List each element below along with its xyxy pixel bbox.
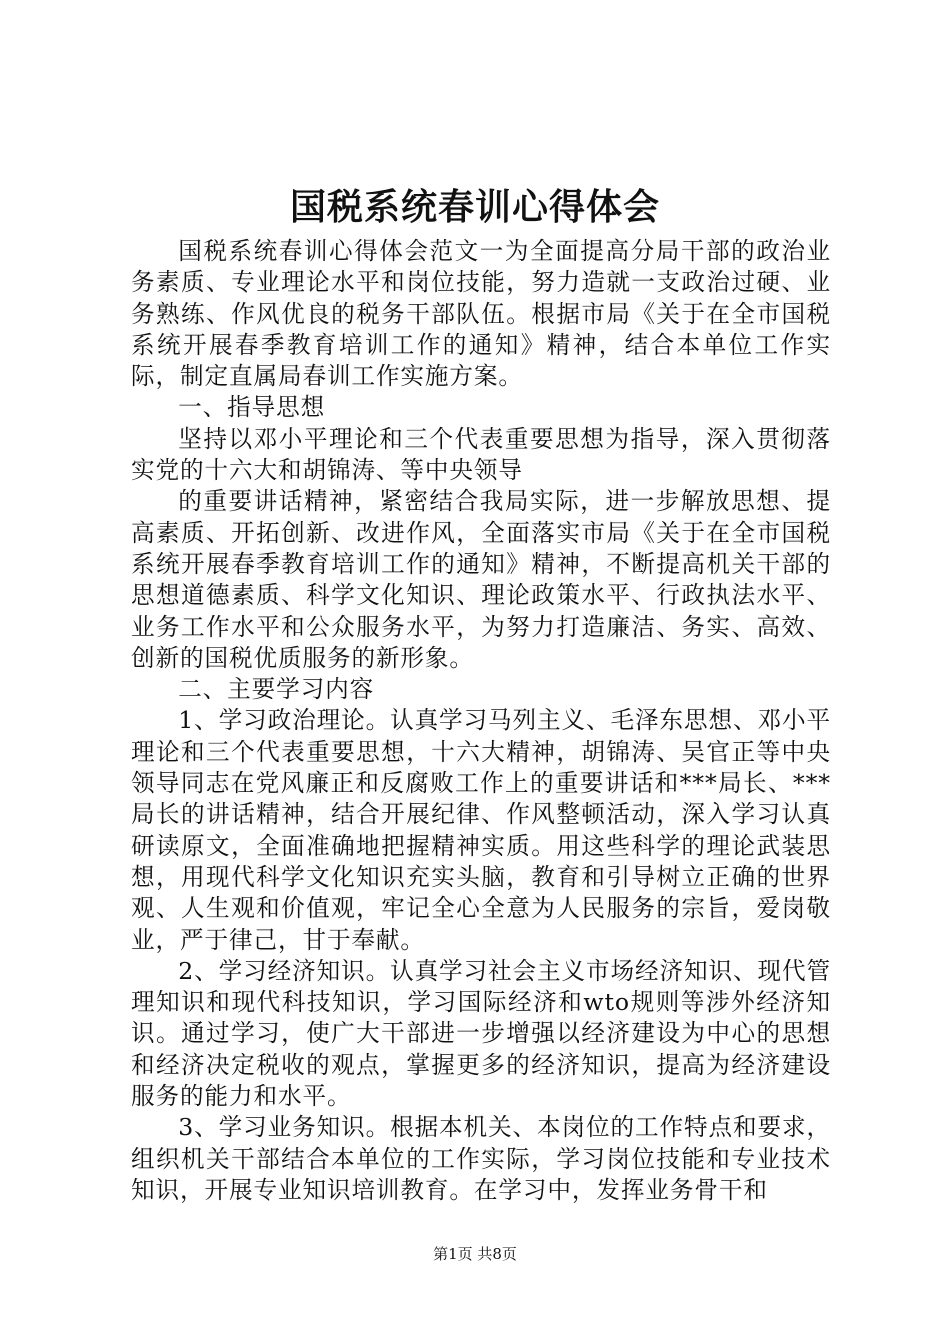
document-body <box>131 236 831 1206</box>
paragraph-intro: 国税系统春训心得体会范文一为全面提高分局干部的政治业务素质、专业理论水平和岗位技能，努力造就一支政治过硬、业务熟练、作风优良的税务干部队伍。根据市局《关于在全市国税系统开展春季教育培训工作的通知》精神，结合本单位工作实际，制定直属局春训工作实施方案。 <box>131 237 831 391</box>
section-heading-guiding-thought: 一、指导思想 <box>178 393 326 422</box>
paragraph-guiding-thought-1: 坚持以邓小平理论和三个代表重要思想为指导，深入贯彻落实党的十六大和胡锦涛、等中央领导 <box>131 424 831 485</box>
paragraph-political-theory: 1、学习政治理论。认真学习马列主义、毛泽东思想、邓小平理论和三个代表重要思想，十六大精神，胡锦涛、吴官正等中央领导同志在党风廉正和反腐败工作上的重要讲话和***局长、***局长的讲话精神，结合开展纪律、作风整顿活动，深入学习认真研读原文，全面准确地把握精神实质。用这些科学的理论武装思想，用现代科学文化知识充实头脑，教育和引导树立正确的世界观、人生观和价值观，牢记全心全意为人民服务的宗旨，爱岗敬业，严于律己，甘于奉献。 <box>131 706 831 954</box>
paragraph-business-knowledge: 3、学习业务知识。根据本机关、本岗位的工作特点和要求，组织机关干部结合本单位的工作实际，学习岗位技能和专业技术知识，开展专业知识培训教育。在学习中，发挥业务骨干和 <box>131 1113 831 1204</box>
document-title: 国税系统春训心得体会 <box>289 187 660 228</box>
paragraph-guiding-thought-2: 的重要讲话精神，紧密结合我局实际，进一步解放思想、提高素质、开拓创新、改进作风，全面落实市局《关于在全市国税系统开展春季教育培训工作的通知》精神，不断提高机关干部的思想道德素质、科学文化知识、理论政策水平、行政执法水平、业务工作水平和公众服务水平，为努力打造廉洁、务实、高效、创新的国税优质服务的新形象。 <box>131 487 831 672</box>
paragraph-economic-knowledge: 2、学习经济知识。认真学习社会主义市场经济知识、现代管理知识和现代科技知识，学习国际经济和wto规则等涉外经济知识。通过学习，使广大干部进一步增强以经济建设为中心的思想和经济决定税收的观点，掌握更多的经济知识，提高为经济建设服务的能力和水平。 <box>131 956 831 1111</box>
page-footer: 第1页 共8页 <box>433 1245 517 1263</box>
section-heading-study-content: 二、主要学习内容 <box>178 675 375 704</box>
